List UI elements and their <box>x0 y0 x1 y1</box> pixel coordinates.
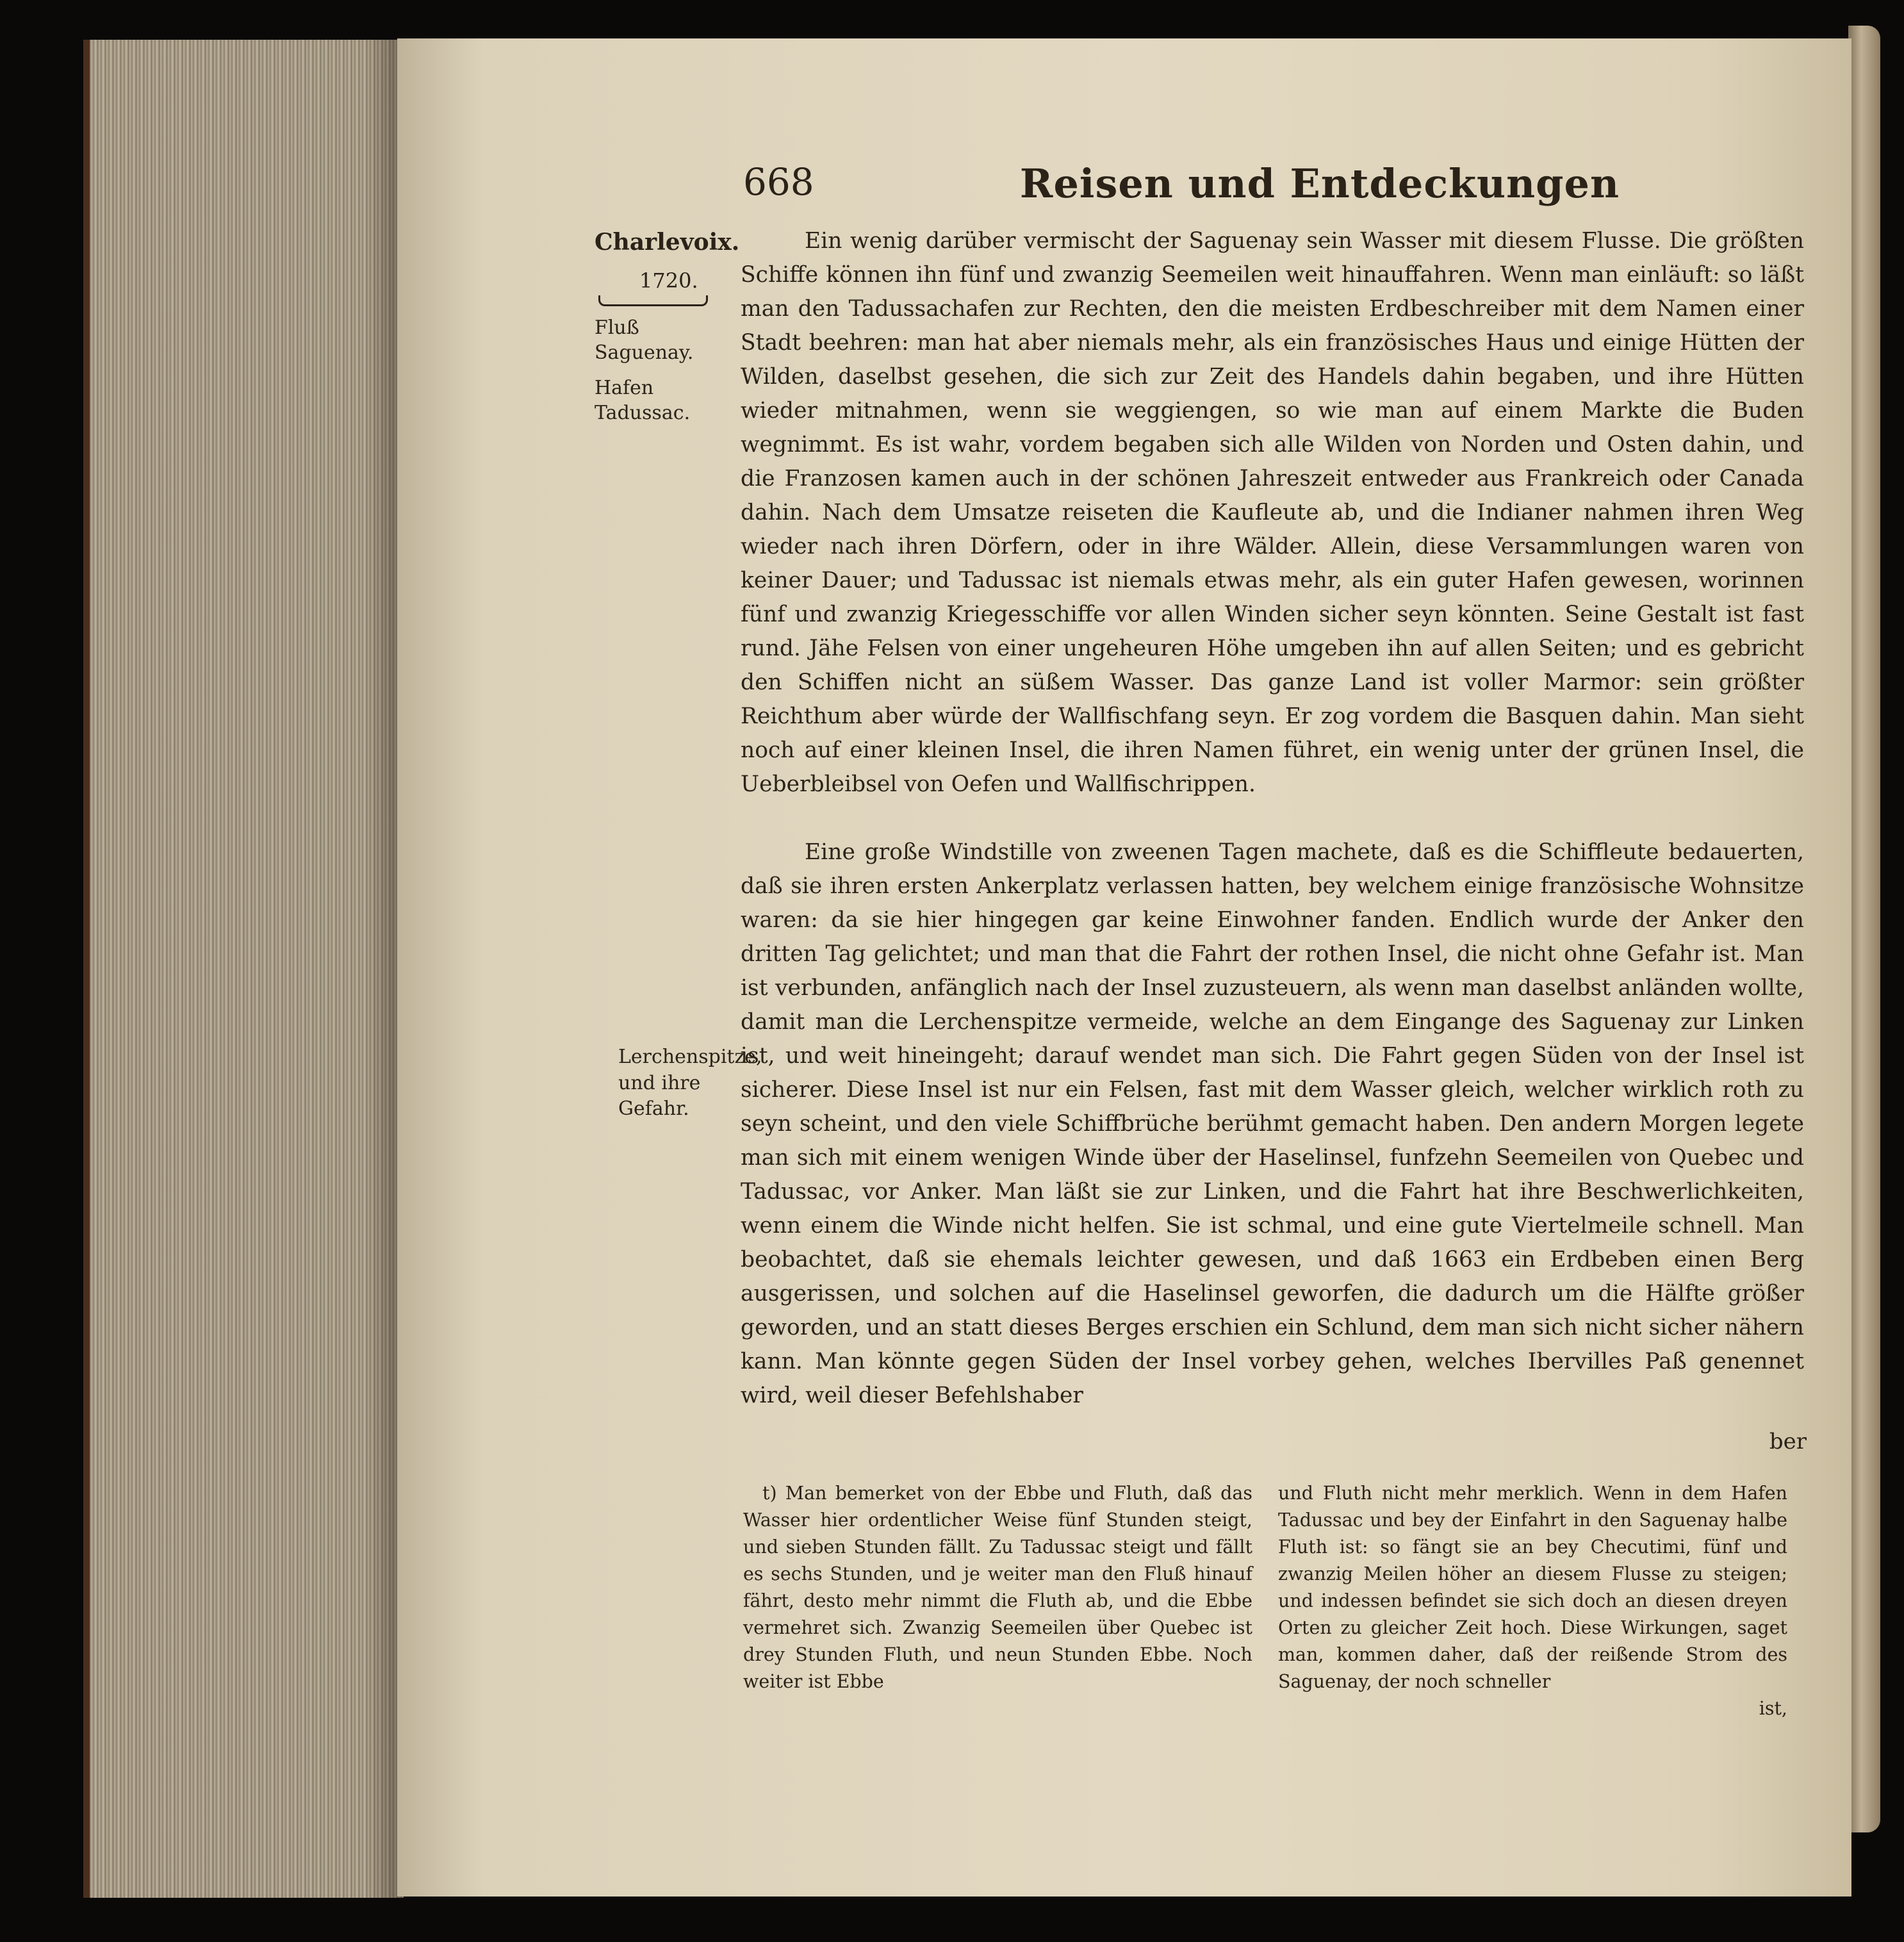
margin-notes <box>595 227 742 436</box>
paragraph-2: Eine große Windstille von zweenen Tagen machete, daß es die Schiffleute bedauerten, daß sie ihren ersten Ankerplatz verlassen hatten, bey welchem einige französische Wohnsitze waren: da sie hier hingegen gar keine Einwohner fanden. Endlich wurde der Anker den dritten Tag gelichtet; und man that die Fahrt der rothen Insel, die nicht ohne Gefahr ist. Man ist verbunden, anfänglich nach der Insel zuzusteuern, als wenn man daselbst anländen wollte, damit man die Lerchenspitze vermeide, welche an dem Eingange des Saguenay zur Linken ist, und weit hineingeht; darauf wendet man sich. Die Fahrt gegen Süden von der Insel ist sicherer. Diese Insel ist nur ein Felsen, fast mit dem Wasser gleich, welcher wirklich roth zu seyn scheint, und den viele Schiffbrüche berühmt gemacht haben. Den andern Morgen legete man sich mit einem wenigen Winde über der Haselinsel, funfzehn Seemeilen von Quebec und Tadussac, vor Anker. Man läßt sie zur Linken, und die Fahrt hat ihre Beschwerlichkeiten, wenn einem die Winde nicht helfen. Sie ist schmal, und eine gute Viertelmeile schnell. Man beobachtet, daß sie ehemals leichter gewesen, und daß 1663 ein Erdbeben einen Berg ausgerissen, und solchen auf die Haselinsel geworfen, die dadurch um die Hälfte größer geworden, und an statt dieses Berges erschien ein Schlund, dem man sich nicht sicher nähern kann. Man könnte gegen Süden der Insel vorbey gehen, welches Ibervilles Paß genennet wird, weil dieser Befehlshaber <box>741 839 1804 1408</box>
paragraph-1: Ein wenig darüber vermischt der Saguenay sein Wasser mit diesem Flusse. Die größten Schiffe können ihn fünf und zwanzig Seemeilen weit hinauffahren. Wenn man einläuft: so läßt man den Tadussachafen zur Rechten, den die meisten Erdbeschreiber mit dem Namen einer Stadt beehren: man hat aber niemals mehr, als ein französisches Haus und einige Hütten der Wilden, daselbst gesehen, die sich zur Zeit des Handels dahin begaben, und ihre Hütten wieder mitnahmen, wenn sie weggiengen, so wie man auf einem Markte die Buden wegnimmt. Es ist wahr, vordem begaben sich alle Wilden von Norden und Osten dahin, und die Franzosen kamen auch in der schönen Jahreszeit entweder aus Frankreich oder Canada dahin. Nach dem Umsatze reiseten die Kaufleute ab, und die Indianer nahmen ihren Weg wieder nach ihren Dörfern, oder in ihre Wälder. Allein, diese Versammlungen waren von keiner Dauer; und Tadussac ist niemals etwas mehr, als ein guter Hafen gewesen, worinnen fünf und zwanzig Kriegesschiffe vor allen Winden sicher seyn könnten. Seine Gestalt ist fast rund. Jähe Felsen von einer ungeheuren Höhe umgeben ihn auf allen Seiten; und es gebricht den Schiffen nicht an süßem Wasser. Das ganze Land ist voller Marmor: sein größter Reichthum aber würde der Wallfischfang seyn. Er zog vordem die Basquen dahin. Man sieht noch auf einer kleinen Insel, die ihren Namen führet, ein wenig unter der grünen Insel, die Ueberbleibsel von Oefen und Wallfischrippen. <box>741 228 1804 797</box>
book-page-edges <box>83 40 404 1898</box>
margin-author: Charlevoix. <box>595 229 740 256</box>
margin-note-point: Lerchenspitze, und ihre Gefahr. <box>618 1046 762 1120</box>
footnote-right-text: und Fluth nicht mehr merklich. Wenn in dem Hafen Tadussac und bey der Einfahrt in den Saguenay halbe Fluth ist: so fängt sie an bey Checutimi, fünf und zwanzig Meilen höher an diesem Flusse zu steigen; und indessen befindet sie sich doch an diesen dreyen Orten zu gleicher Zeit hoch. Diese Wirkungen, saget man, kommen daher, daß der reißende Strom des Saguenay, der noch schneller <box>1278 1483 1787 1692</box>
next-page-edge <box>1848 26 1880 1832</box>
margin-year: 1720. <box>639 268 698 293</box>
footnote-left-column: t) Man bemerket von der Ebbe und Fluth, daß das Wasser hier ordentlicher Weise fünf Stunden steigt, und sieben Stunden fällt. Zu Tadussac steigt und fällt es sechs Stunden, und je weiter man den Fluß hinauf fährt, desto mehr nimmt die Fluth ab, und die Ebbe vermehret sich. Zwanzig Seemeilen über Quebec ist drey Stunden Fluth, und neun Stunden Ebbe. Noch weiter ist Ebbe <box>743 1483 1252 1692</box>
running-title: Reisen und Entdeckungen <box>1019 160 1620 207</box>
footnotes <box>743 1480 1813 1762</box>
margin-note-river: Fluß Saguenay. <box>595 317 694 365</box>
catchword: ber <box>1769 1429 1807 1454</box>
footnote-catchword: ist, <box>1759 1698 1787 1719</box>
page-number: 668 <box>743 160 814 204</box>
margin-brace-ornament <box>598 295 708 306</box>
margin-note-harbour: Hafen Tadussac. <box>595 377 691 425</box>
main-text <box>741 224 1804 1413</box>
book-page <box>397 38 1851 1897</box>
page-header <box>743 160 1832 231</box>
footnote-right-column <box>1278 1480 1787 1722</box>
